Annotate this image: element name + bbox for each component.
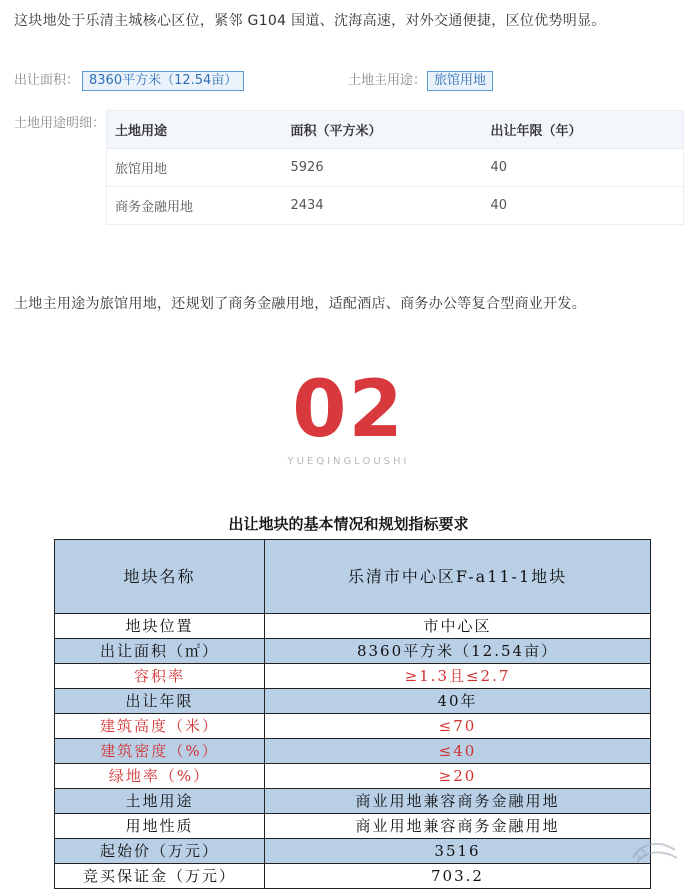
row-value-cell: ≤70 [265,714,651,739]
row-value-cell: ≥20 [265,764,651,789]
section-number: 02 [292,365,405,455]
detail-cell: 5926 [283,149,483,187]
table-header-row [55,540,651,614]
detail-cell: 2434 [283,187,483,225]
row-value-cell: 商业用地兼容商务金融用地 [265,814,651,839]
detail-cell: 40 [483,187,684,225]
info-row [14,71,684,91]
table-row [55,764,651,789]
row-value-cell: ≤40 [265,739,651,764]
table-row [55,614,651,639]
table-row [55,739,651,764]
section-letters: YUEQINGLOUSHI [287,456,410,467]
second-paragraph: 土地主用途为旅馆用地，还规划了商务金融用地，适配酒店、商务办公等复合型商业开发。 [14,296,586,312]
table-row [55,664,651,689]
watermark-logo-icon [627,838,683,868]
table-row [55,639,651,664]
detail-header-cell: 土地用途 [107,111,283,149]
row-value-cell: ≥1.3且≤2.7 [265,664,651,689]
row-label-cell: 绿地率（%） [55,764,265,789]
detail-cell: 旅馆用地 [107,149,283,187]
land-use-detail-table [106,110,684,225]
row-label-cell: 竞买保证金（万元） [55,864,265,889]
table-row [55,864,651,889]
intro-paragraph: 这块地处于乐清主城核心区位，紧邻 G104 国道、沈海高速，对外交通便捷，区位优势明显。 [14,13,606,29]
table-row [55,689,651,714]
table-row [107,187,684,225]
detail-cell: 40 [483,149,684,187]
row-label-cell: 出让面积（㎡） [55,639,265,664]
row-label-cell: 建筑高度（米） [55,714,265,739]
plot-info-table [54,539,651,889]
row-value-cell: 703.2 [265,864,651,889]
table-row [55,789,651,814]
row-value-cell: 3516 [265,839,651,864]
row-label-cell: 建筑密度（%） [55,739,265,764]
row-value-cell: 8360平方米（12.54亩） [265,639,651,664]
row-label-cell: 起始价（万元） [55,839,265,864]
row-value-cell: 市中心区 [265,614,651,639]
detail-cell: 商务金融用地 [107,187,283,225]
header-value-cell: 乐清市中心区F-a11-1地块 [265,540,651,614]
row-value-cell: 40年 [265,689,651,714]
table-row [55,839,651,864]
table-row [55,814,651,839]
row-label-cell: 土地用途 [55,789,265,814]
detail-label: 土地用途明细： [14,116,106,131]
use-tag: 旅馆用地 [427,71,493,91]
table-row [107,149,684,187]
detail-header-cell: 出让年限（年） [483,111,684,149]
detail-header-row [107,111,684,149]
row-value-cell: 商业用地兼容商务金融用地 [265,789,651,814]
area-label: 出让面积： [14,73,80,88]
table-title: 出让地块的基本情况和规划指标要求 [228,515,469,533]
area-tag: 8360平方米（12.54亩） [82,71,244,91]
header-label-cell: 地块名称 [55,540,265,614]
detail-header-cell: 面积（平方米） [283,111,483,149]
use-label: 土地主用途： [348,73,427,88]
row-label-cell: 容积率 [55,664,265,689]
row-label-cell: 地块位置 [55,614,265,639]
row-label-cell: 用地性质 [55,814,265,839]
table-row [55,714,651,739]
row-label-cell: 出让年限 [55,689,265,714]
